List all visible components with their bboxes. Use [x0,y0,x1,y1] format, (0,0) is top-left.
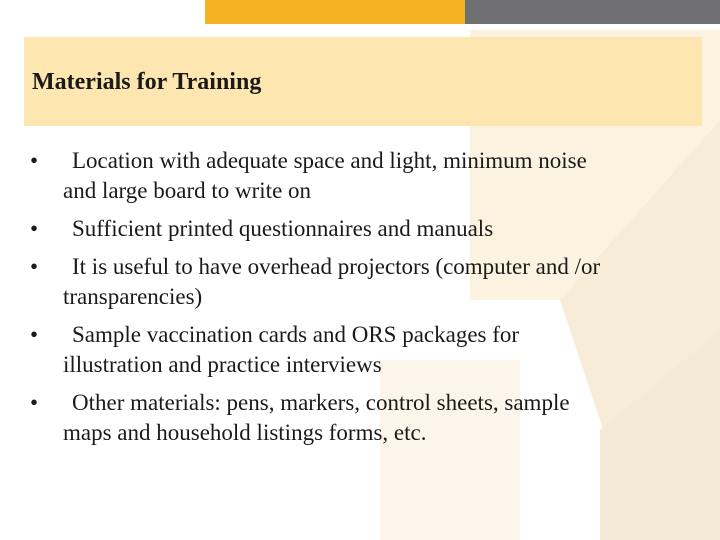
slide-title: Materials for Training [32,69,262,95]
bullet-dot: • [30,254,39,279]
bullet-text-line1: Location with adequate space and light, minimum noise [72,148,587,173]
bullet-text-line2: transparencies) [63,284,203,309]
bullet-dot: • [30,216,39,241]
bullet-text-line1: Sufficient printed questionnaires and manuals [72,216,494,241]
bullet-item [28,388,716,448]
bullet-dot: • [30,390,39,415]
bullet-item [28,320,716,380]
bullet-text-line2: and large board to write on [63,178,312,203]
bullet-item [28,146,716,206]
bullet-text-line1: Sample vaccination cards and ORS packages for [72,322,520,347]
bullet-dot: • [30,322,39,347]
bullet-text-line1: Other materials: pens, markers, control sheets, sample [72,390,570,415]
bullet-text-line1: It is useful to have overhead projectors (computer and /or [72,254,601,279]
bullet-item [28,252,716,312]
bullet-text-line2: maps and household listings forms, etc. [63,420,427,445]
bullet-text-line2: illustration and practice interviews [63,352,382,377]
bullet-dot: • [30,148,39,173]
bullet-list [28,146,716,456]
bullet-item [28,214,716,244]
